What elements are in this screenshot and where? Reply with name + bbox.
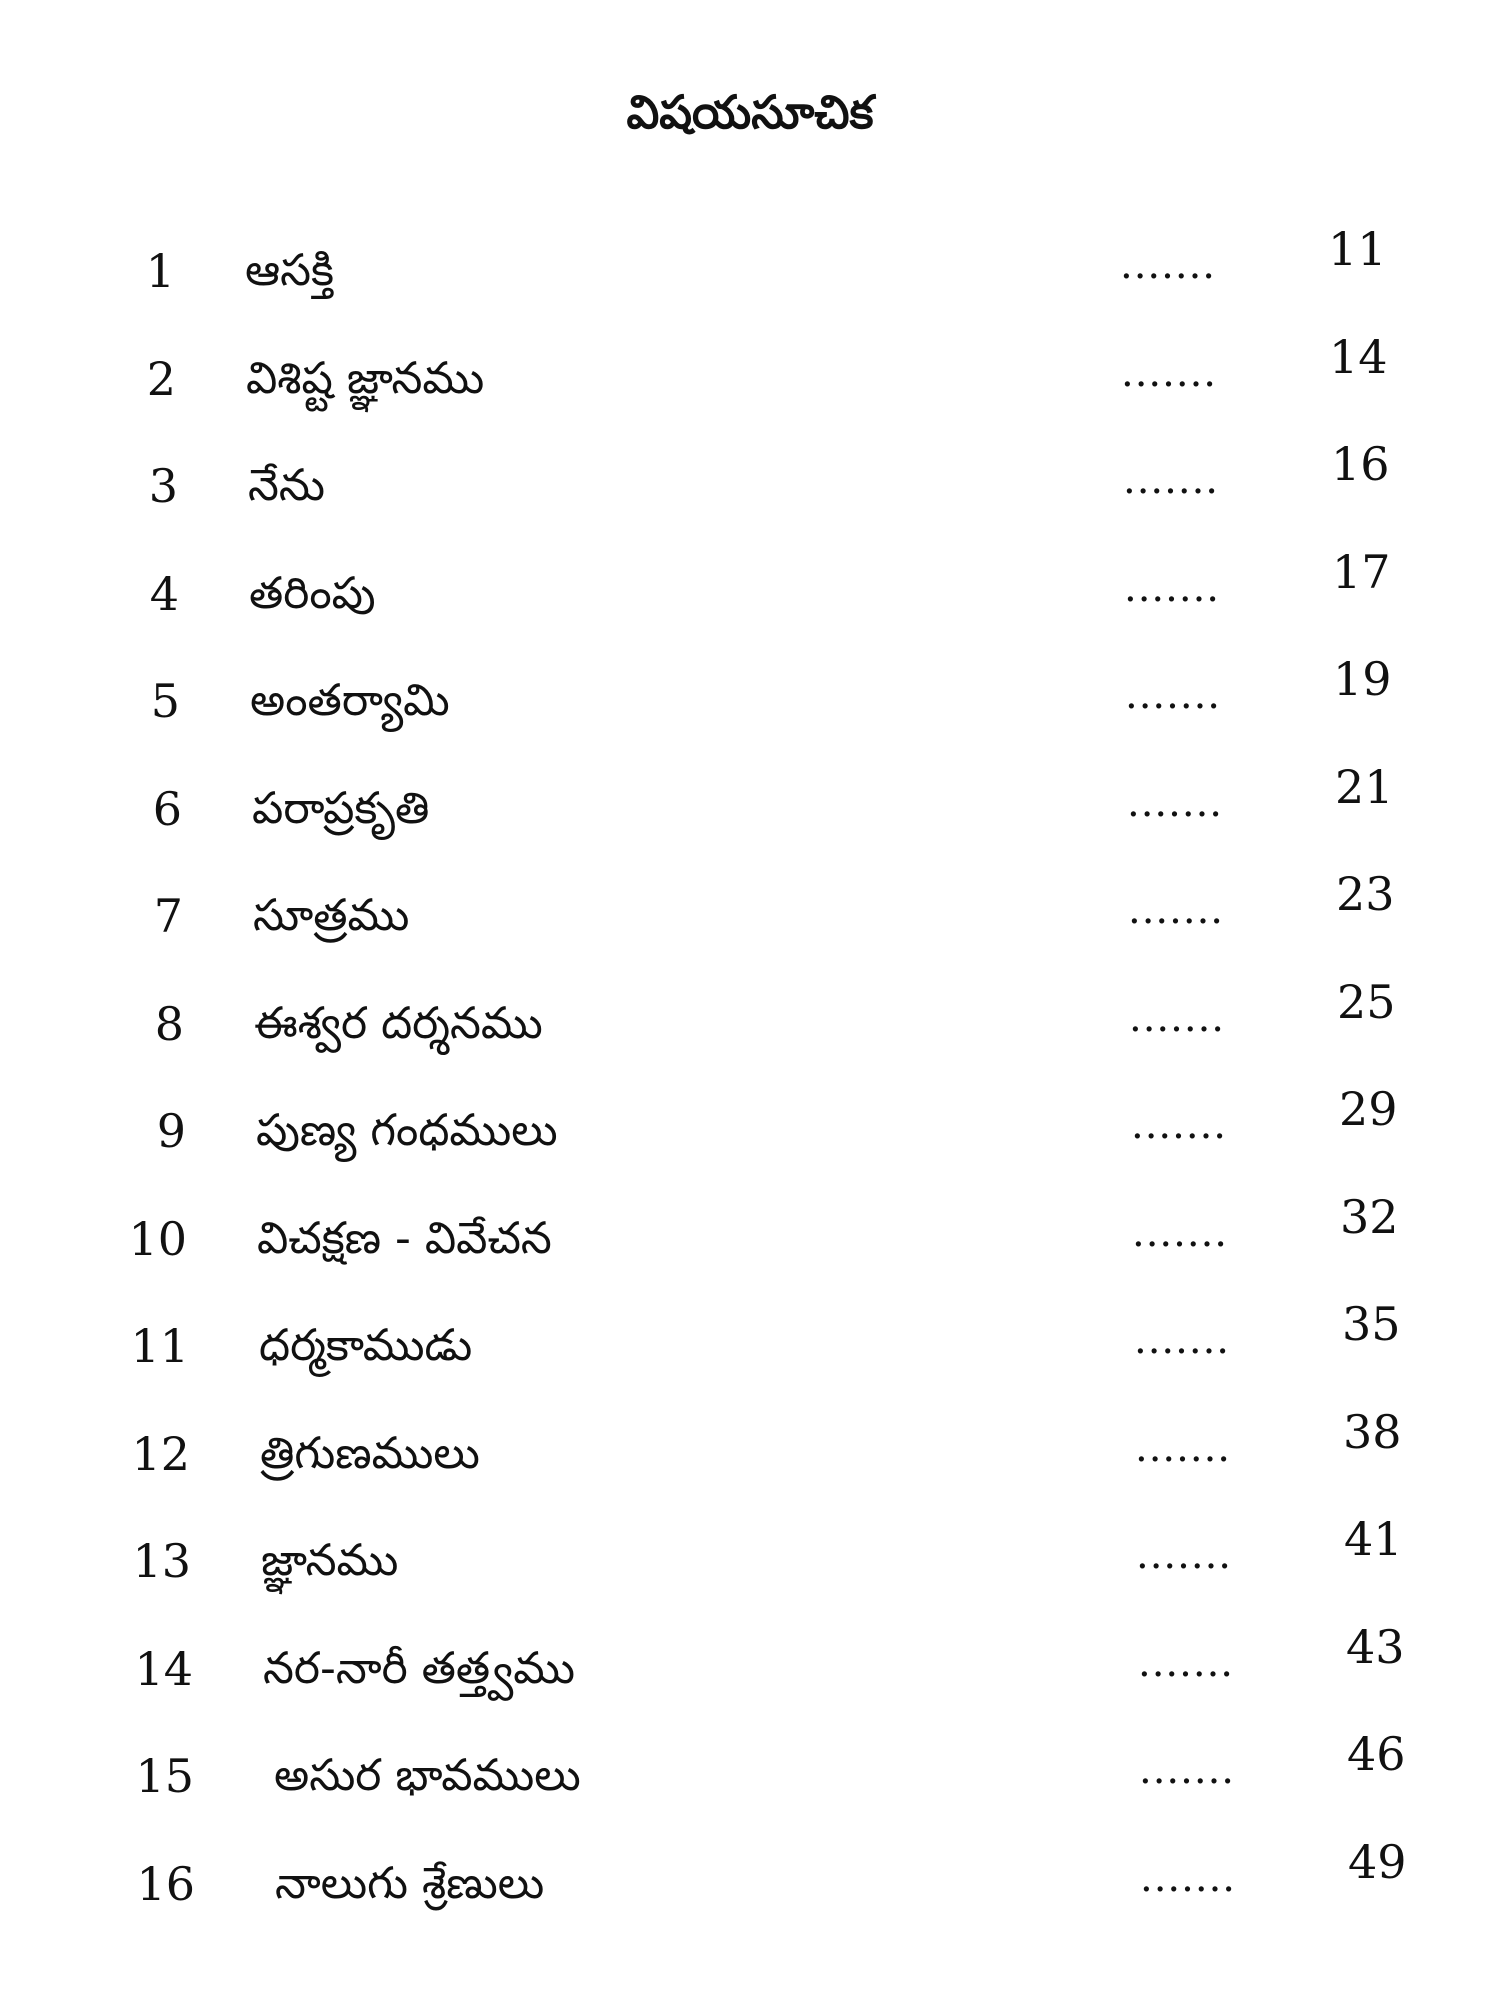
toc-number: 2 bbox=[146, 352, 176, 406]
toc-row bbox=[0, 1082, 1500, 1166]
toc-number: 12 bbox=[131, 1427, 190, 1481]
toc-title: పరాప్రకృతి bbox=[252, 783, 430, 834]
toc-number: 4 bbox=[149, 567, 179, 621]
toc-leader-dots: ....... bbox=[1138, 1640, 1235, 1686]
toc-row bbox=[0, 1190, 1500, 1274]
toc-leader-dots: ....... bbox=[1136, 1532, 1233, 1578]
toc-page-number: 43 bbox=[1346, 1620, 1405, 1674]
toc-leader-dots: ....... bbox=[1127, 780, 1224, 826]
toc-page-number: 32 bbox=[1340, 1190, 1399, 1244]
toc-leader-dots: ....... bbox=[1135, 1425, 1232, 1471]
toc-title: అసుర భావములు bbox=[274, 1750, 581, 1801]
toc-title: పుణ్య గంధములు bbox=[256, 1105, 558, 1156]
toc-leader-dots: ....... bbox=[1134, 1317, 1231, 1363]
toc-number: 3 bbox=[148, 459, 178, 513]
toc-leader-dots: ....... bbox=[1140, 1855, 1237, 1901]
toc-title: నేను bbox=[248, 460, 325, 511]
toc-page-number: 38 bbox=[1343, 1405, 1402, 1459]
toc-number: 6 bbox=[152, 782, 182, 836]
toc-title: విశిష్ట జ్ఞానము bbox=[246, 353, 485, 404]
toc-page-number: 19 bbox=[1333, 652, 1392, 706]
toc-row bbox=[0, 1727, 1500, 1811]
toc-page-number: 17 bbox=[1332, 545, 1391, 599]
page-title: విషయసూచిక bbox=[626, 85, 874, 139]
toc-row bbox=[0, 545, 1500, 629]
toc-title: నర-నారీ తత్త్వము bbox=[263, 1643, 575, 1694]
toc-row bbox=[0, 1835, 1500, 1919]
toc-leader-dots: ....... bbox=[1124, 565, 1221, 611]
toc-row bbox=[0, 652, 1500, 736]
toc-page-number: 41 bbox=[1344, 1512, 1403, 1566]
toc-row bbox=[0, 1297, 1500, 1381]
toc-row bbox=[0, 1512, 1500, 1596]
toc-page-number: 25 bbox=[1337, 975, 1396, 1029]
toc-number: 5 bbox=[150, 674, 180, 728]
toc-title: నాలుగు శ్రేణులు bbox=[275, 1858, 545, 1909]
toc-title: జ్ఞానము bbox=[261, 1535, 399, 1586]
toc-title: సూత్రము bbox=[253, 890, 410, 941]
toc-title: ధర్మకాముడు bbox=[259, 1320, 473, 1371]
toc-row bbox=[0, 1405, 1500, 1489]
toc-leader-dots: ....... bbox=[1132, 1210, 1229, 1256]
toc-page-number: 46 bbox=[1347, 1727, 1406, 1781]
toc-leader-dots: ....... bbox=[1128, 887, 1225, 933]
toc-leader-dots: ....... bbox=[1121, 350, 1218, 396]
toc-title: ఈశ్వర దర్శనము bbox=[254, 998, 543, 1049]
toc-leader-dots: ....... bbox=[1129, 995, 1226, 1041]
toc-row bbox=[0, 975, 1500, 1059]
toc-title: విచక్షణ - వివేచన bbox=[257, 1213, 552, 1264]
toc-page-number: 11 bbox=[1328, 222, 1387, 276]
toc-number: 13 bbox=[132, 1534, 191, 1588]
toc-leader-dots: ....... bbox=[1125, 672, 1222, 718]
toc-row bbox=[0, 330, 1500, 414]
toc-number: 10 bbox=[128, 1212, 187, 1266]
toc-page-number: 29 bbox=[1339, 1082, 1398, 1136]
toc-row bbox=[0, 760, 1500, 844]
toc-number: 15 bbox=[135, 1749, 194, 1803]
toc-number: 1 bbox=[145, 244, 175, 298]
toc-leader-dots: ....... bbox=[1123, 457, 1220, 503]
toc-page-number: 35 bbox=[1342, 1297, 1401, 1351]
toc-number: 11 bbox=[130, 1319, 189, 1373]
toc-page-number: 21 bbox=[1335, 760, 1394, 814]
toc-row bbox=[0, 222, 1500, 306]
toc-page-number: 16 bbox=[1331, 437, 1390, 491]
toc-number: 9 bbox=[156, 1104, 186, 1158]
toc-title: ఆసక్తి bbox=[245, 245, 334, 296]
toc-title: త్రిగుణములు bbox=[260, 1428, 480, 1479]
toc-page-number: 14 bbox=[1329, 330, 1388, 384]
toc-number: 7 bbox=[153, 889, 183, 943]
toc-title: తరింపు bbox=[249, 568, 376, 619]
toc-page-number: 49 bbox=[1348, 1835, 1407, 1889]
toc-row bbox=[0, 1620, 1500, 1704]
toc-number: 8 bbox=[154, 997, 184, 1051]
toc-row bbox=[0, 867, 1500, 951]
toc-leader-dots: ....... bbox=[1139, 1747, 1236, 1793]
toc-number: 16 bbox=[136, 1857, 195, 1911]
toc-leader-dots: ....... bbox=[1131, 1102, 1228, 1148]
toc-leader-dots: ....... bbox=[1120, 242, 1217, 288]
toc-title: అంతర్యామి bbox=[250, 675, 450, 726]
toc-number: 14 bbox=[134, 1642, 193, 1696]
toc-row bbox=[0, 437, 1500, 521]
toc-page-number: 23 bbox=[1336, 867, 1395, 921]
